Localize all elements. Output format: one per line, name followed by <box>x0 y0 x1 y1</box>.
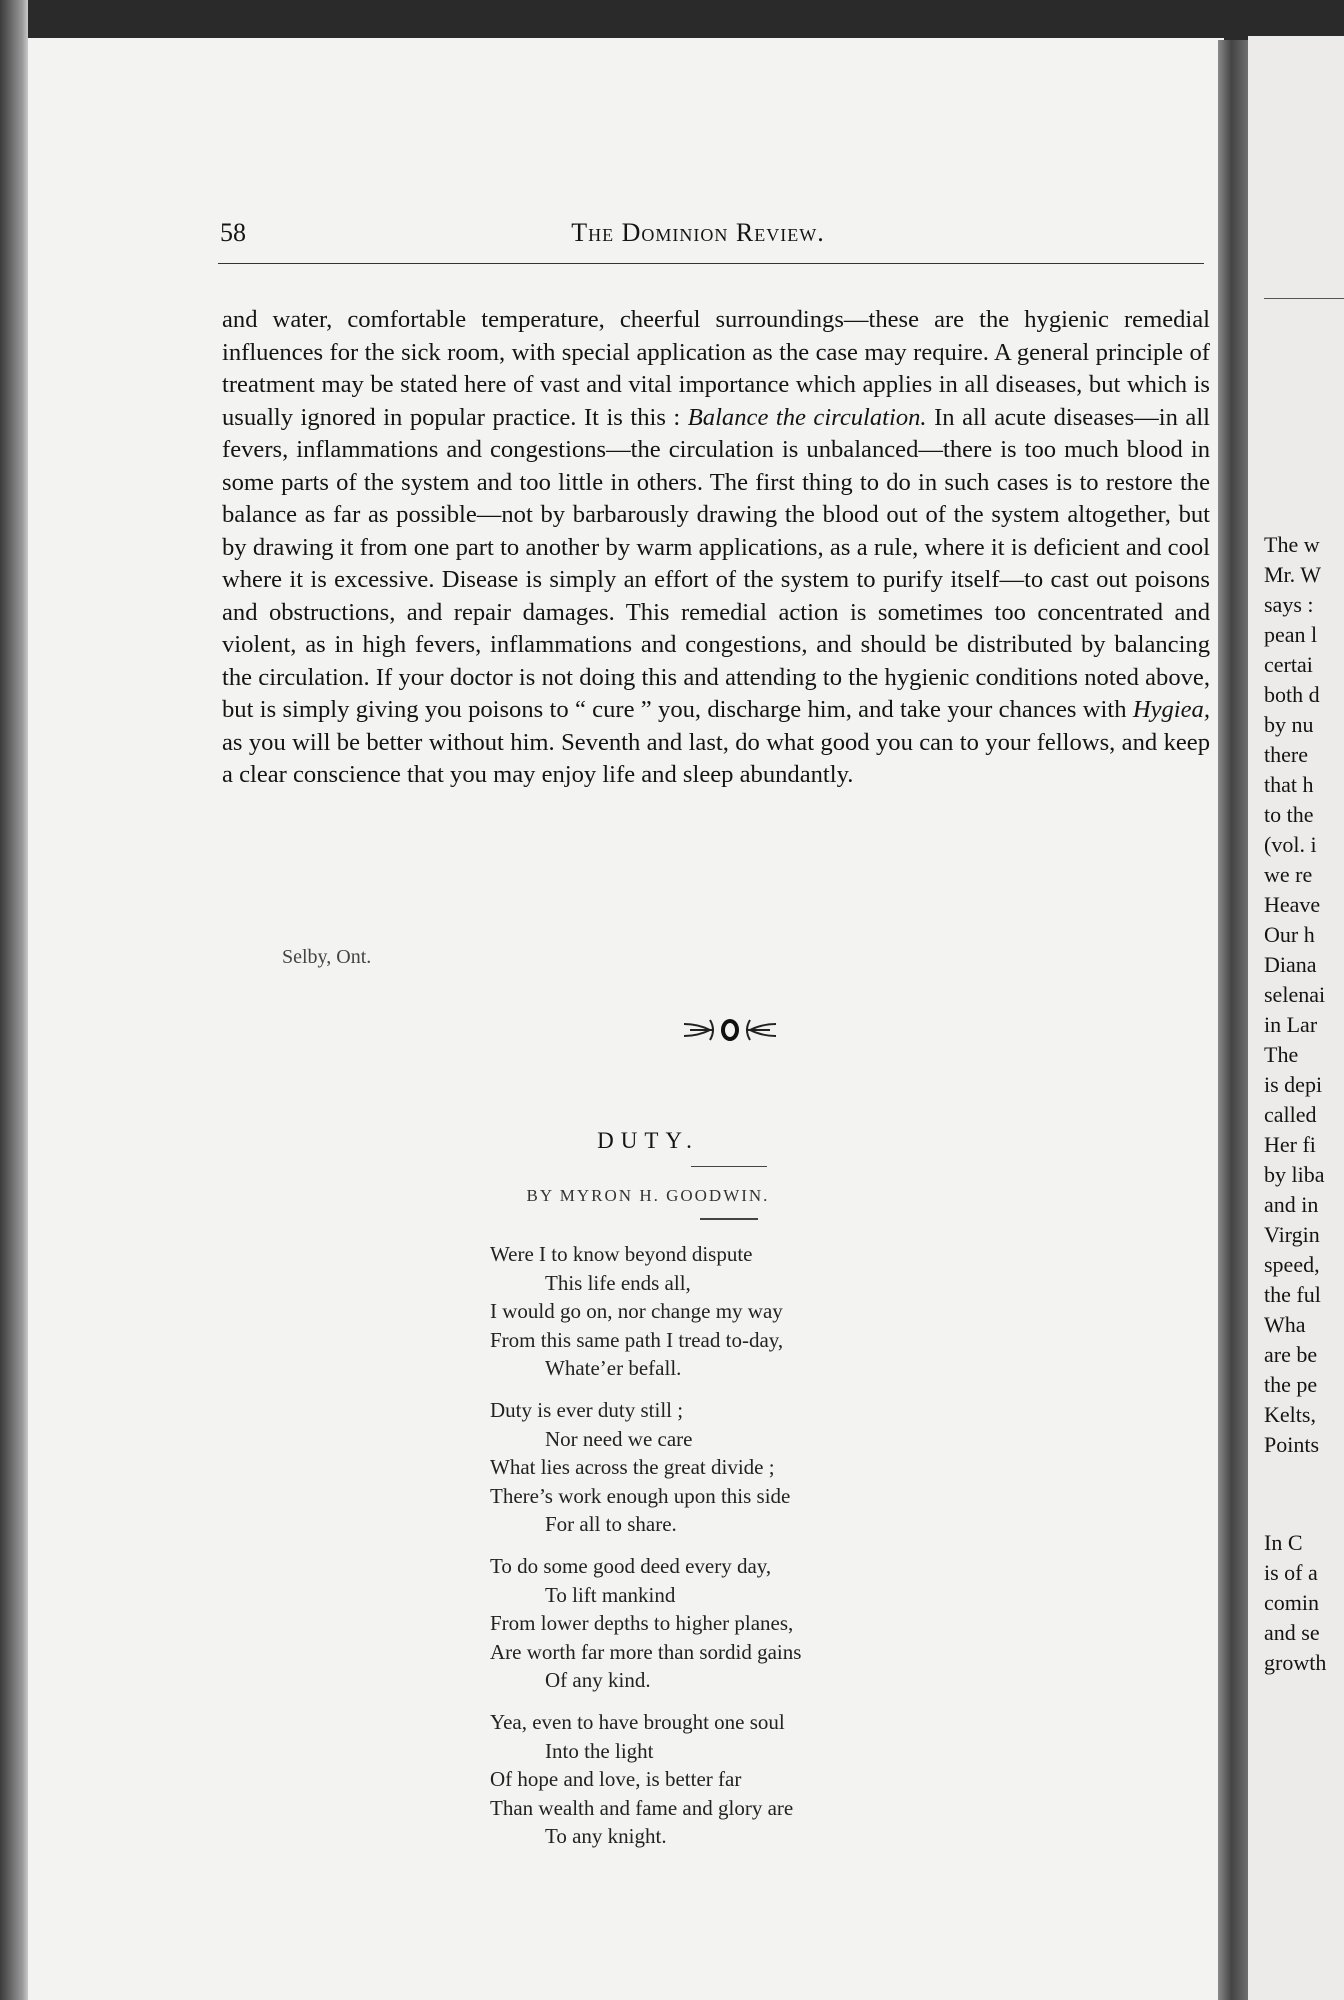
facing-page-line: by liba <box>1264 1162 1325 1187</box>
verse-line: Nor need we care <box>545 1426 693 1451</box>
paragraph-text: as you will be better without him. Seventh and last, do what good you can to your fellows, and keep a clear conscience that you may enjoy life and sleep abundantly. <box>222 728 1210 788</box>
facing-page-line: in Lar <box>1264 1012 1318 1037</box>
article-paragraph <box>222 304 1210 792</box>
facing-page-line: (vol. i <box>1264 832 1317 857</box>
ornament-divider-icon <box>680 1010 780 1050</box>
facing-header-rule <box>1264 298 1344 299</box>
page-number: 58 <box>220 218 246 247</box>
verse-line: Yea, even to have brought one soul <box>490 1710 785 1734</box>
facing-page-line: is depi <box>1264 1072 1323 1097</box>
facing-page-line: by nu <box>1264 712 1314 737</box>
journal-title: The Dominion Review. <box>571 218 825 247</box>
facing-page-line: we re <box>1264 862 1313 887</box>
facing-page-line: there <box>1264 742 1308 767</box>
facing-page-line: is of a <box>1264 1560 1318 1585</box>
poem-stanza <box>490 1240 783 1383</box>
facing-page-line: the pe <box>1264 1372 1318 1397</box>
facing-page-line: The <box>1264 1042 1299 1067</box>
verse-line: To lift mankind <box>545 1582 676 1607</box>
facing-page-line: certai <box>1264 652 1313 677</box>
facing-page-line: selenai <box>1264 982 1326 1007</box>
facing-page-line: to the <box>1264 802 1314 827</box>
verse-line: For all to share. <box>545 1512 677 1536</box>
facing-page-line: Points <box>1264 1432 1320 1457</box>
facing-page-line: speed, <box>1264 1252 1320 1277</box>
facing-page-line: both d <box>1264 682 1320 707</box>
facing-page-line: Her fi <box>1264 1132 1316 1157</box>
italic-emphasis: Balance the circulation. <box>687 403 927 431</box>
facing-page-line: called <box>1264 1102 1317 1127</box>
facing-page-line: comin <box>1264 1590 1319 1615</box>
facing-page-line: Mr. W <box>1264 562 1322 587</box>
poem-title: DUTY. <box>597 1128 699 1153</box>
facing-page-line: pean l <box>1264 622 1318 647</box>
poem-stanza <box>490 1708 793 1851</box>
verse-line: There’s work enough upon this side <box>490 1483 791 1508</box>
verse-line: From lower depths to higher planes, <box>490 1611 794 1635</box>
facing-page-line: Kelts, <box>1264 1402 1316 1427</box>
byline-rule <box>700 1218 758 1220</box>
verse-line: Duty is ever duty still ; <box>490 1398 684 1422</box>
facing-page-line: says : <box>1264 592 1314 617</box>
scan-left-edge <box>0 0 28 2000</box>
verse-line: To any knight. <box>545 1824 667 1848</box>
verse-line: From this same path I tread to-day, <box>490 1327 784 1352</box>
verse-line: Into the light <box>545 1738 654 1763</box>
facing-page-line: Diana <box>1264 952 1317 977</box>
verse-line: Of hope and love, is better far <box>490 1767 742 1791</box>
italic-name: Hygiea, <box>1132 696 1210 723</box>
verse-line: Of any kind. <box>545 1668 651 1692</box>
facing-page-line: Heave <box>1264 892 1321 917</box>
verse-line: Were I to know beyond dispute <box>490 1242 753 1266</box>
poem-byline: BY MYRON H. GOODWIN. <box>526 1186 770 1205</box>
facing-page-line: and in <box>1264 1192 1319 1217</box>
verse-line: What lies across the great divide ; <box>490 1455 775 1479</box>
poem-stanza <box>490 1396 790 1539</box>
facing-page-line: Wha <box>1264 1312 1306 1337</box>
facing-page-gap <box>1264 1460 1344 1528</box>
facing-page-line: growth <box>1264 1650 1327 1675</box>
running-head <box>188 218 1208 258</box>
book-gutter <box>1218 40 1248 2000</box>
verse-line: I would go on, nor change my way <box>490 1299 783 1323</box>
facing-page-line: that h <box>1264 772 1314 797</box>
facing-page-line: are be <box>1264 1342 1318 1367</box>
poem-stanza <box>490 1552 801 1695</box>
paragraph-text: In all acute diseases—in all fevers, inflammations and congestions—the circulation is unbalanced—there is too much blood in some parts of the system and too little in others. The first thing to do in such cases is to restore the balance as far as possible—not by barbarously drawing the blood out of the system altogether, but by drawing it from one part to another by warm applications, as a rule, where it is deficient and cool where it is excessive. Disease is simply an effort of the system to purify itself—to cast out poisons and obstructions, and repair damages. This remedial action is sometimes too concentrated and violent, as in high fevers, inflammations and congestions, and should be distributed by balancing the circulation. If your doctor is not doing this and attending to the hygienic conditions noted above, but is simply giving you poisons to “ cure ” you, discharge him, and take your chances with <box>222 403 1210 723</box>
facing-page-line: The w <box>1264 532 1320 557</box>
facing-page <box>1248 36 1344 2000</box>
facing-page-line: the ful <box>1264 1282 1321 1307</box>
header-rule <box>218 263 1204 264</box>
facing-page-line: Virgin <box>1264 1222 1320 1247</box>
facing-page-line: In C <box>1264 1530 1303 1555</box>
facing-page-line: Our h <box>1264 922 1315 947</box>
verse-line: Whate’er befall. <box>545 1356 682 1380</box>
facing-page-text <box>1264 530 1344 1678</box>
verse-line: Are worth far more than sordid gains <box>490 1639 802 1664</box>
article-body <box>222 304 1210 792</box>
article-signoff: Selby, Ont. <box>282 946 372 968</box>
verse-line: This life ends all, <box>545 1270 691 1295</box>
verse-line: To do some good deed every day, <box>490 1554 772 1578</box>
facing-page-line: and se <box>1264 1620 1320 1645</box>
verse-line: Than wealth and fame and glory are <box>490 1795 794 1820</box>
paragraph-text: and water, comfortable temperature, cheerful surroundings—these are the hygienic remedial influences for the sick room, with special application as the case may require. A general principle of treatment may be stated here of vast and vital importance which applies in all diseases, but which is usually ignored in popular practice. It is this : <box>222 306 1210 431</box>
title-rule <box>691 1166 767 1167</box>
